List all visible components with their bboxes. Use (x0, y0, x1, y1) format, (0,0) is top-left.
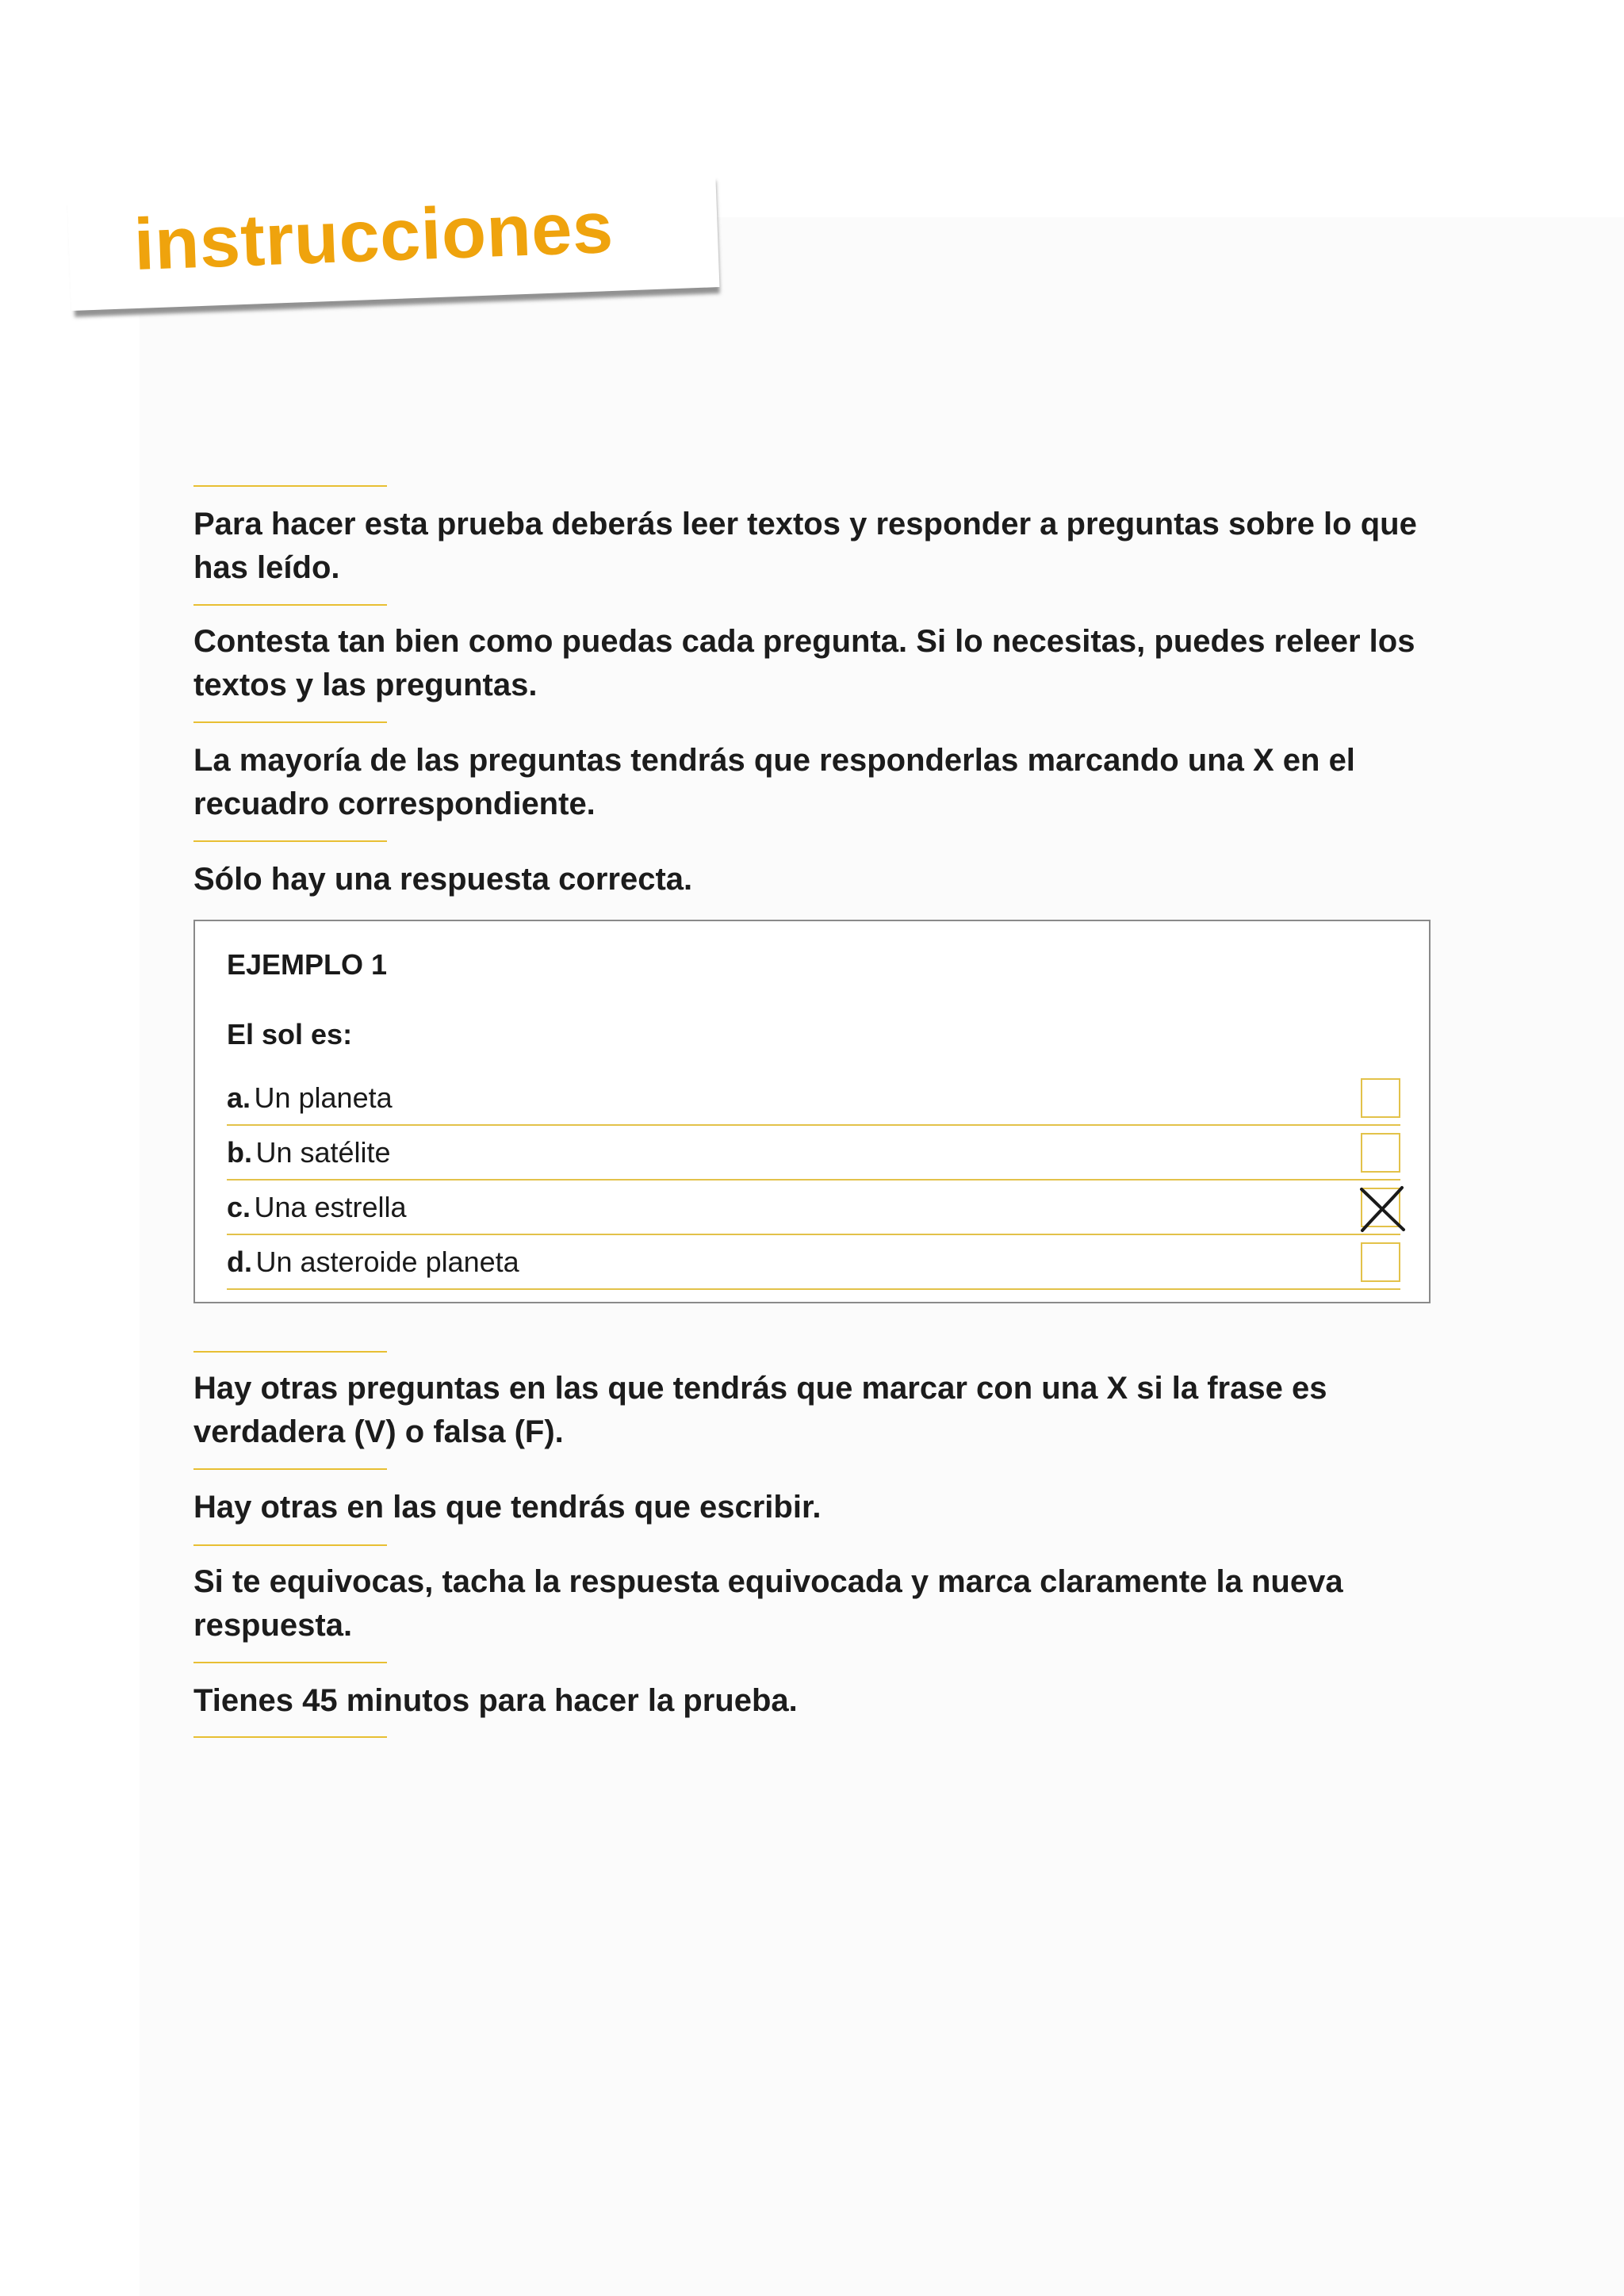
option-text: Un satélite (255, 1136, 391, 1169)
answer-checkbox-c[interactable] (1361, 1188, 1400, 1227)
answer-checkbox-a[interactable] (1361, 1078, 1400, 1118)
instruction-4: Sólo hay una respuesta correcta. (193, 862, 693, 897)
instruction-1: Para hacer esta prueba deberás leer textos y responder a preguntas sobre lo que has leído. (193, 507, 1417, 585)
answer-checkbox-b[interactable] (1361, 1133, 1400, 1173)
divider (193, 1351, 387, 1353)
option-text: Un planeta (254, 1081, 393, 1114)
instruction-3: La mayoría de las preguntas tendrás que responderlas marcando una X en el recuadro correspondiente. (193, 743, 1355, 821)
divider (193, 1662, 387, 1663)
instruction-6: Hay otras en las que tendrás que escribir. (193, 1490, 822, 1525)
divider (193, 485, 387, 487)
example-box (193, 920, 1431, 1303)
example-title: EJEMPLO 1 (227, 948, 388, 981)
page-title: instrucciones (132, 186, 615, 286)
option-b (227, 1127, 1400, 1181)
option-d (227, 1236, 1400, 1290)
option-letter: c. (227, 1191, 251, 1223)
divider (193, 840, 387, 842)
option-c (227, 1181, 1400, 1235)
option-letter: a. (227, 1081, 251, 1114)
instruction-5: Hay otras preguntas en las que tendrás que marcar con una X si la frase es verdadera (V) o falsa (F). (193, 1371, 1327, 1449)
instruction-7: Si te equivocas, tacha la respuesta equivocada y marca claramente la nueva respuesta. (193, 1564, 1343, 1643)
option-a (227, 1072, 1400, 1126)
divider (193, 1468, 387, 1470)
divider (193, 1544, 387, 1546)
divider (193, 1736, 387, 1738)
divider (193, 721, 387, 723)
option-letter: d. (227, 1246, 252, 1278)
divider (193, 604, 387, 606)
instruction-8: Tienes 45 minutos para hacer la prueba. (193, 1683, 798, 1718)
option-text: Un asteroide planeta (255, 1246, 519, 1278)
instruction-2: Contesta tan bien como puedas cada pregunta. Si lo necesitas, puedes releer los textos y las preguntas. (193, 624, 1415, 702)
answer-checkbox-d[interactable] (1361, 1242, 1400, 1282)
option-letter: b. (227, 1136, 252, 1169)
example-question: El sol es: (227, 1018, 353, 1050)
x-mark-icon (1358, 1184, 1407, 1234)
option-text: Una estrella (254, 1191, 407, 1223)
title-tab (67, 171, 720, 311)
